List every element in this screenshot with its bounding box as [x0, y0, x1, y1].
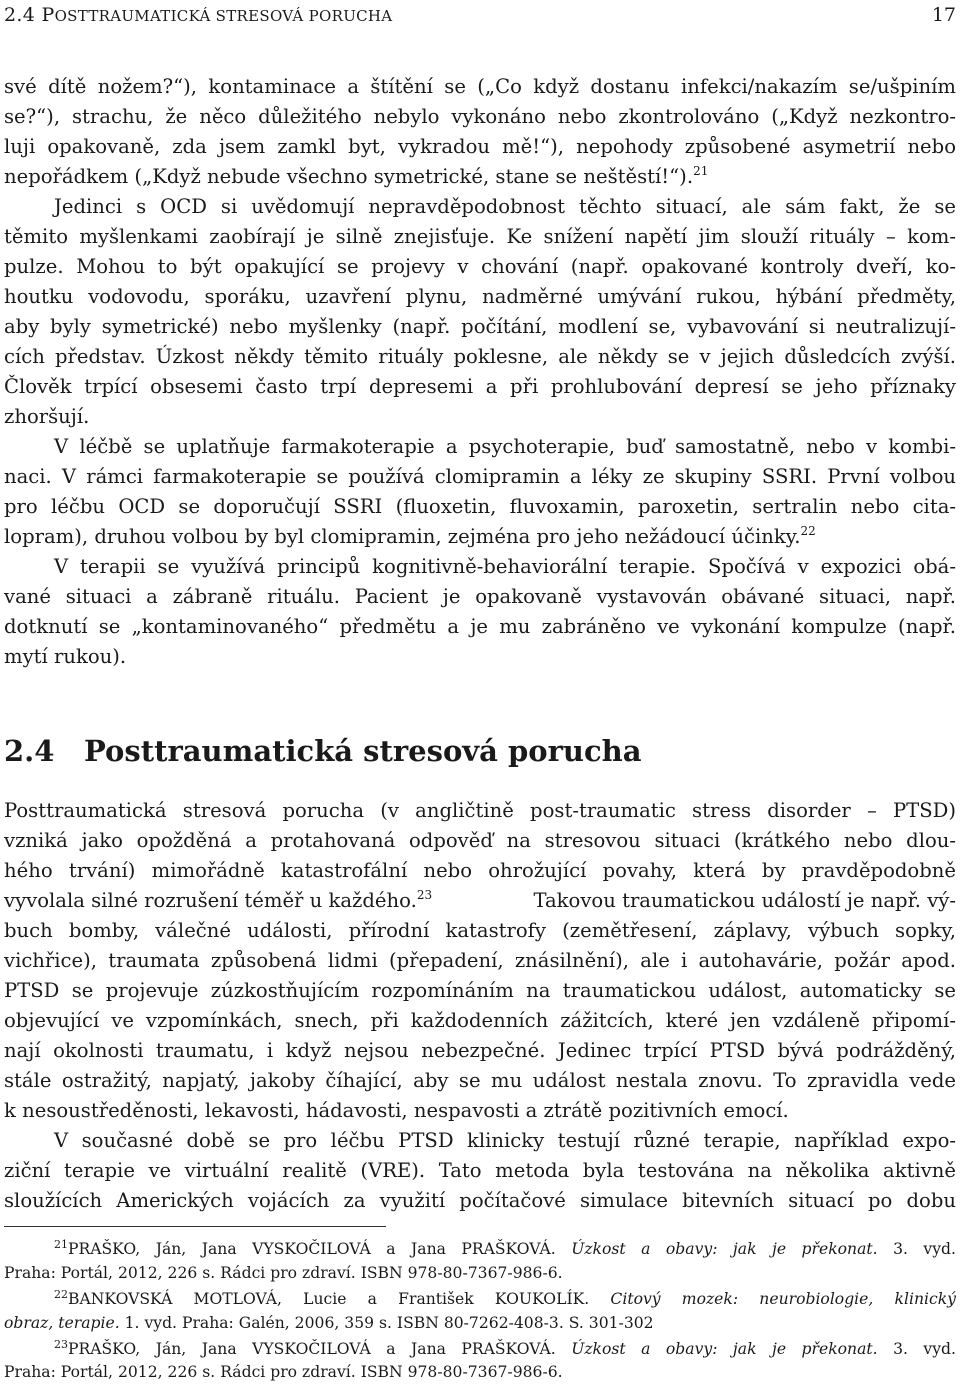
- header-section-number: 2.4: [4, 4, 36, 26]
- text-span: Úzkost a obavy: jak je překonat.: [571, 1240, 878, 1258]
- text-line: Jedinci s OCD si uvědomují nepravděpodobnost těchto situací, ale sám fakt, že se: [54, 195, 956, 218]
- text-line: houtku vodovodu, sporáku, uzavření plynu, nadměrné umývání rukou, hýbání předměty,: [4, 285, 956, 308]
- text-line: dotknutí se „kontaminovaného“ předmětu a je mu zabráněno ve vykonání kompulze (např.: [4, 615, 956, 638]
- header-title-initial: P: [41, 4, 55, 26]
- text-line: mytí rukou).: [4, 645, 127, 668]
- text-line: Člověk trpící obsesemi často trpí depresemi a při prohlubování depresí se jeho příznaky: [4, 375, 956, 398]
- text-line: [4, 522, 956, 552]
- footnote-number: 22: [54, 1288, 68, 1301]
- text-line: aby byly symetrické) nebo myšlenky (např. počítání, modlení se, vybavování si neutralizují-: [4, 315, 956, 338]
- text-line: nají okolnosti traumatu, i když nejsou nebezpečné. Jedinec trpící PTSD bývá podrážděný,: [4, 1039, 956, 1062]
- footnote-separator: [4, 1226, 386, 1227]
- text-span: BANKOVSKÁ MOTLOVÁ, Lucie a František KOUKOLÍK.: [68, 1290, 611, 1308]
- text-line: buch bomby, válečné události, přírodní katastrofy (zemětřesení, záplavy, výbuch sopky,: [4, 919, 956, 942]
- text-line: [4, 162, 956, 192]
- text-span: vyvolala silné rozrušení téměř u každého.: [4, 889, 417, 912]
- text-line: pro léčbu OCD se doporučují SSRI (fluoxetin, fluvoxamin, paroxetin, sertralin nebo cita-: [4, 495, 956, 518]
- text-line: naci. V rámci farmakoterapie se používá clomipramin a léky ze skupiny SSRI. První volbou: [4, 465, 956, 488]
- section-heading: [4, 734, 642, 768]
- text-line: stále ostražitý, napjatý, jakoby číhající, aby se mu událost nestala znovu. To zpravidla vede: [4, 1069, 956, 1092]
- text-line: cích představ. Úzkost někdy těmito rituály poklesne, ale někdy se v jejich důsledcích zvýší.: [4, 345, 956, 368]
- footnote-ref: 23: [416, 888, 433, 902]
- text-span: 3. vyd.: [877, 1340, 956, 1358]
- text-line: sloužících Amerických vojácích za využití počítačové simulace bitevních situací po dobu: [4, 1189, 956, 1212]
- text-line: PTSD se projevuje zúzkostňujícím rozpomínáním na traumatickou událost, automaticky se: [4, 979, 956, 1002]
- text-line: vzniká jako opožděná a protahovaná odpověď na stresovou situaci (krátkého nebo dlou-: [4, 829, 956, 852]
- text-line: vané situaci a zábraně rituálu. Pacient je opakovaně vystavován obávané situaci, např.: [4, 585, 956, 608]
- text-line: své dítě nožem?“), kontaminace a štítění se („Co když dostanu infekci/nakazím se/ušpiním: [4, 75, 956, 98]
- footnote-ref: 21: [693, 164, 709, 178]
- text-span: Citový mozek: neurobiologie, klinický: [610, 1290, 956, 1308]
- footnote-22-line2: [4, 1312, 956, 1335]
- text-span: nepořádkem („Když nebude všechno symetrické, stane se neštěstí!“).: [4, 165, 694, 188]
- text-line: těmito myšlenkami zaobírají je silně znejisťuje. Ke snížení napětí jim slouží rituály – kom-: [4, 225, 956, 248]
- footnote-23-line2: Praha: Portál, 2012, 226 s. Rádci pro zdraví. ISBN 978-80-7367-986-6.: [4, 1363, 563, 1381]
- text-span: Takovou traumatickou událostí je např. vý-: [533, 889, 956, 912]
- text-line: k nesoustředěnosti, lekavosti, hádavosti, nespavosti a ztrátě pozitivních emocí.: [4, 1099, 789, 1122]
- text-span: PRAŠKO, Ján, Jana VYSKOČILOVÁ a Jana PRAŠKOVÁ.: [68, 1340, 572, 1358]
- text-line: luji opakovaně, zda jsem zamkl byt, vykradou mě!“), nepohody způsobené asymetrií nebo: [4, 135, 956, 158]
- section-number: 2.4: [4, 734, 55, 768]
- text-line: V současné době se pro léčbu PTSD klinicky testují různé terapie, například expo-: [54, 1129, 956, 1152]
- text-span: Úzkost a obavy: jak je překonat.: [571, 1340, 878, 1358]
- text-line: hého trvání) mimořádně katastrofální nebo ohrožující povahy, která by pravděpodobně: [4, 859, 956, 882]
- footnote-21-line2: Praha: Portál, 2012, 226 s. Rádci pro zdraví. ISBN 978-80-7367-986-6.: [4, 1264, 563, 1282]
- text-span: lopram), druhou volbou by byl clomipramin, zejména pro jeho nežádoucí účinky.: [4, 525, 801, 548]
- footnote-21: [4, 1238, 956, 1261]
- text-span: 3. vyd.: [877, 1240, 956, 1258]
- text-line: se?“), strachu, že něco důležitého nebylo vykonáno nebo zkontrolováno („Když nezkontro-: [4, 105, 956, 128]
- text-span: [4, 886, 432, 916]
- text-line: ziční terapie ve virtuální realitě (VRE). Tato metoda byla testována na několika aktivně: [4, 1159, 956, 1182]
- text-line: Posttraumatická stresová porucha (v angličtině post-traumatic stress disorder – PTSD): [4, 799, 956, 822]
- text-line: V terapii se využívá principů kognitivně-behaviorální terapie. Spočívá v expozici obá-: [54, 555, 956, 578]
- text-line: zhoršují.: [4, 405, 90, 428]
- text-line: V léčbě se uplatňuje farmakoterapie a psychoterapie, buď samostatně, nebo v kombi-: [54, 435, 956, 458]
- footnote-ref: 22: [800, 524, 816, 538]
- page-number: 17: [931, 4, 956, 26]
- footnote-number: 23: [54, 1338, 68, 1351]
- header-title: [4, 4, 392, 26]
- running-header: [4, 4, 956, 34]
- text-span: PRAŠKO, Ján, Jana VYSKOČILOVÁ a Jana PRAŠKOVÁ.: [68, 1240, 572, 1258]
- header-title-rest: OSTTRAUMATICKÁ STRESOVÁ PORUCHA: [54, 7, 393, 25]
- footnote-number: 21: [54, 1238, 68, 1251]
- text-line: objevující ve vzpomínkách, snech, při každodenních zážitcích, které jen vzdáleně připomí-: [4, 1009, 956, 1032]
- section-title: Posttraumatická stresová porucha: [84, 734, 642, 768]
- text-span: obraz, terapie.: [4, 1314, 120, 1332]
- footnote-22: [4, 1288, 956, 1311]
- footnote-23: [4, 1338, 956, 1361]
- text-line: pulze. Mohou to být opakující se projevy v chování (např. opakované kontroly dveří, ko-: [4, 255, 956, 278]
- text-span: 1. vyd. Praha: Galén, 2006, 359 s. ISBN 80-7262-408-3. S. 301-302: [119, 1314, 654, 1332]
- text-line: [4, 886, 956, 916]
- text-line: vichřice), traumata způsobená lidmi (přepadení, znásilnění), ale i autohavárie, požár apod.: [4, 949, 956, 972]
